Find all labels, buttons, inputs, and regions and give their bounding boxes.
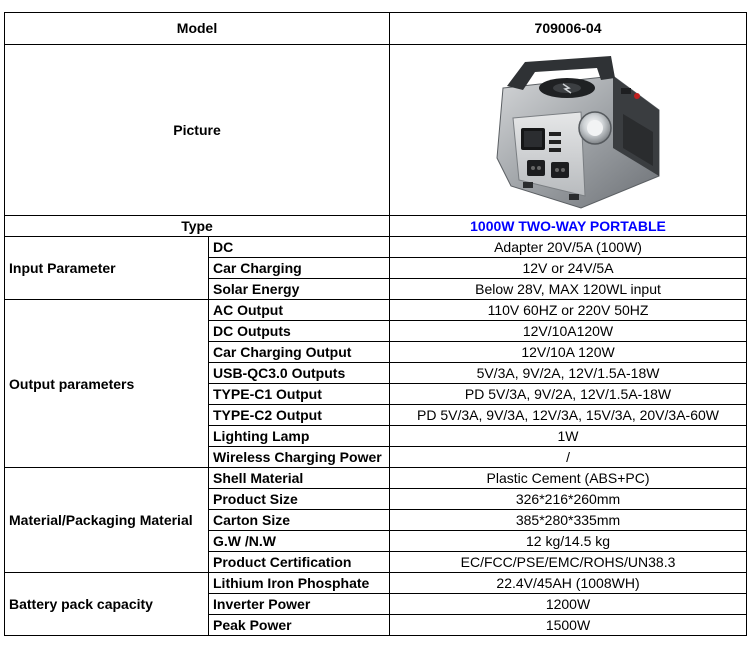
- param-name: Product Certification: [209, 552, 390, 573]
- param-name: Solar Energy: [209, 279, 390, 300]
- param-name: DC Outputs: [209, 321, 390, 342]
- param-value: 12 kg/14.5 kg: [390, 531, 747, 552]
- group-label: Battery pack capacity: [5, 573, 209, 636]
- param-name: Carton Size: [209, 510, 390, 531]
- param-name: Shell Material: [209, 468, 390, 489]
- param-name: USB-QC3.0 Outputs: [209, 363, 390, 384]
- param-value: Plastic Cement (ABS+PC): [390, 468, 747, 489]
- param-value: 385*280*335mm: [390, 510, 747, 531]
- param-value: 1W: [390, 426, 747, 447]
- spec-row: [5, 468, 747, 489]
- model-label: Model: [5, 13, 390, 45]
- param-name: TYPE-C1 Output: [209, 384, 390, 405]
- param-value: EC/FCC/PSE/EMC/ROHS/UN38.3: [390, 552, 747, 573]
- param-name: Car Charging: [209, 258, 390, 279]
- group-label: Material/Packaging Material: [5, 468, 209, 573]
- param-value: 12V or 24V/5A: [390, 258, 747, 279]
- param-name: DC: [209, 237, 390, 258]
- param-name: Lithium Iron Phosphate: [209, 573, 390, 594]
- type-row: [5, 216, 747, 237]
- param-name: Product Size: [209, 489, 390, 510]
- param-name: Inverter Power: [209, 594, 390, 615]
- param-name: TYPE-C2 Output: [209, 405, 390, 426]
- param-value: 110V 60HZ or 220V 50HZ: [390, 300, 747, 321]
- type-label: Type: [5, 216, 390, 237]
- param-name: G.W /N.W: [209, 531, 390, 552]
- param-value: Adapter 20V/5A (100W): [390, 237, 747, 258]
- param-value: Below 28V, MAX 120WL input: [390, 279, 747, 300]
- spec-row: [5, 573, 747, 594]
- picture-label: Picture: [5, 45, 390, 216]
- param-name: Car Charging Output: [209, 342, 390, 363]
- portable-power-station-icon: [463, 48, 673, 212]
- model-value: 709006-04: [390, 13, 747, 45]
- spec-row: [5, 237, 747, 258]
- product-picture-cell: [390, 45, 747, 216]
- param-value: 12V/10A 120W: [390, 342, 747, 363]
- spec-table: [4, 12, 747, 636]
- model-row: [5, 13, 747, 45]
- group-label: Output parameters: [5, 300, 209, 468]
- spec-row: [5, 300, 747, 321]
- param-value: 22.4V/45AH (1008WH): [390, 573, 747, 594]
- param-value: /: [390, 447, 747, 468]
- param-name: Wireless Charging Power: [209, 447, 390, 468]
- param-value: 5V/3A, 9V/2A, 12V/1.5A-18W: [390, 363, 747, 384]
- picture-row: [5, 45, 747, 216]
- param-value: 326*216*260mm: [390, 489, 747, 510]
- param-name: AC Output: [209, 300, 390, 321]
- type-value: 1000W TWO-WAY PORTABLE: [390, 216, 747, 237]
- param-name: Peak Power: [209, 615, 390, 636]
- param-value: 1200W: [390, 594, 747, 615]
- param-value: 1500W: [390, 615, 747, 636]
- param-value: PD 5V/3A, 9V/2A, 12V/1.5A-18W: [390, 384, 747, 405]
- param-value: 12V/10A120W: [390, 321, 747, 342]
- param-value: PD 5V/3A, 9V/3A, 12V/3A, 15V/3A, 20V/3A-60W: [390, 405, 747, 426]
- group-label: Input Parameter: [5, 237, 209, 300]
- param-name: Lighting Lamp: [209, 426, 390, 447]
